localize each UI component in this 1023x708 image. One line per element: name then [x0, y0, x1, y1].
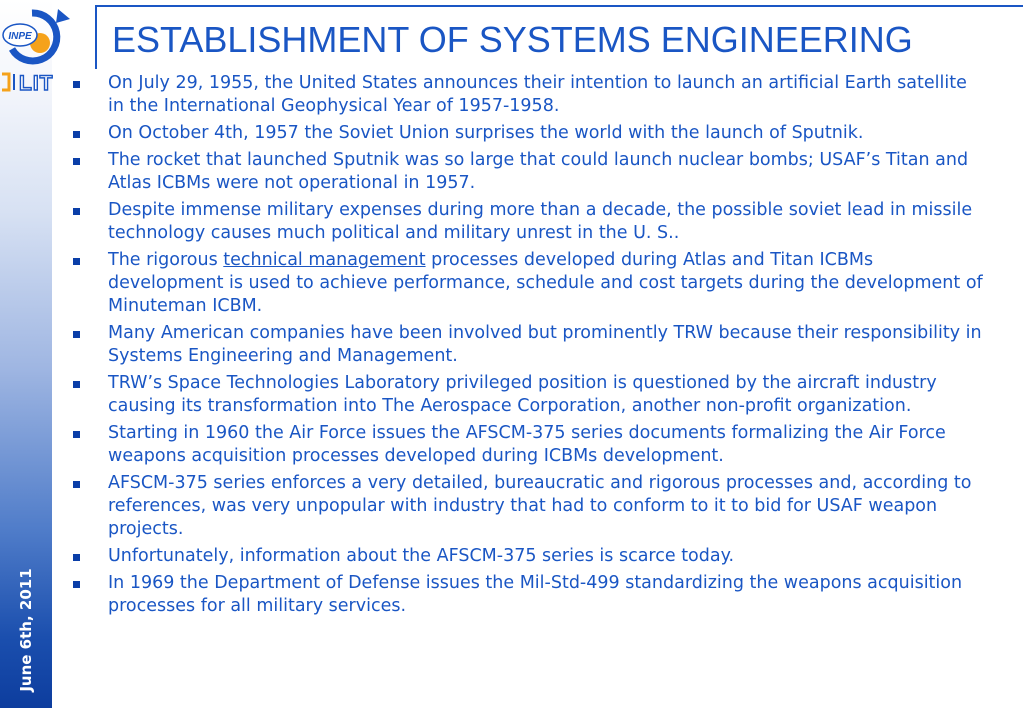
page-title: ESTABLISHMENT OF SYSTEMS ENGINEERING: [112, 19, 913, 60]
bullet-text: In 1969 the Department of Defense issues the Mil-Std-499 standardizing the weapons acquisition processes for all military services.: [108, 573, 963, 616]
bullet-item: [66, 249, 988, 318]
square-bullet-icon: [73, 81, 80, 88]
square-bullet-icon: [73, 258, 80, 265]
square-bullet-icon: [73, 331, 80, 338]
bullet-text: Despite immense military expenses during more than a decade, the possible soviet lead in missile technology causes much political and military unrest in the U. S..: [108, 200, 973, 243]
bullet-item: [66, 422, 988, 468]
lit-logo-text: LIT: [19, 72, 54, 93]
sidebar-gradient-bar: [0, 0, 52, 708]
bullet-item: [66, 122, 988, 145]
bullet-item: [66, 199, 988, 245]
square-bullet-icon: [73, 581, 80, 588]
bullet-text: AFSCM-375 series enforces a very detailed, bureaucratic and rigorous processes and, according to references, was very unpopular with industry that had to conform to it to bid for USAF weapon projects.: [108, 473, 972, 539]
inpe-logo-text: INPE: [8, 31, 32, 42]
slide-date: June 6th, 2011: [17, 568, 35, 692]
underlined-term: technical management: [223, 250, 426, 270]
title-side-rule: [95, 5, 97, 69]
title-top-rule: [95, 5, 1023, 7]
bullet-item: [66, 545, 988, 568]
bullet-item: [66, 372, 988, 418]
bullet-item: [66, 472, 988, 541]
square-bullet-icon: [73, 381, 80, 388]
bullet-item: [66, 322, 988, 368]
square-bullet-icon: [73, 208, 80, 215]
bullet-text: TRW’s Space Technologies Laboratory privileged position is questioned by the aircraft industry causing its transformation into The Aerospace Corporation, another non-profit organization.: [108, 373, 937, 416]
square-bullet-icon: [73, 131, 80, 138]
bullet-item: [66, 149, 988, 195]
bullet-text: On July 29, 1955, the United States announces their intention to launch an artificial Earth satellite in the International Geophysical Year of 1957-1958.: [108, 73, 967, 116]
bullet-text: Unfortunately, information about the AFSCM-375 series is scarce today.: [108, 546, 735, 566]
bullet-text: Many American companies have been involved but prominently TRW because their responsibility in Systems Engineering and Management.: [108, 323, 982, 366]
square-bullet-icon: [73, 554, 80, 561]
bullet-item: [66, 572, 988, 618]
bullet-list: [66, 72, 988, 622]
bullet-text-before: The rigorous: [108, 250, 224, 270]
bullet-text: On October 4th, 1957 the Soviet Union surprises the world with the launch of Sputnik.: [108, 123, 864, 143]
square-bullet-icon: [73, 481, 80, 488]
square-bullet-icon: [73, 431, 80, 438]
inpe-logo: [2, 5, 74, 67]
square-bullet-icon: [73, 158, 80, 165]
bullet-text-after: processes developed during Atlas and Titan ICBMs development is used to achieve performance, schedule and cost targets during the development of Minuteman ICBM.: [108, 250, 983, 316]
bullet-item: [66, 72, 988, 118]
bullet-text: Starting in 1960 the Air Force issues the AFSCM-375 series documents formalizing the Air Force weapons acquisition processes developed during ICBMs development.: [108, 423, 946, 466]
bullet-text: The rocket that launched Sputnik was so large that could launch nuclear bombs; USAF’s Titan and Atlas ICBMs were not operational in 1957.: [108, 150, 969, 193]
